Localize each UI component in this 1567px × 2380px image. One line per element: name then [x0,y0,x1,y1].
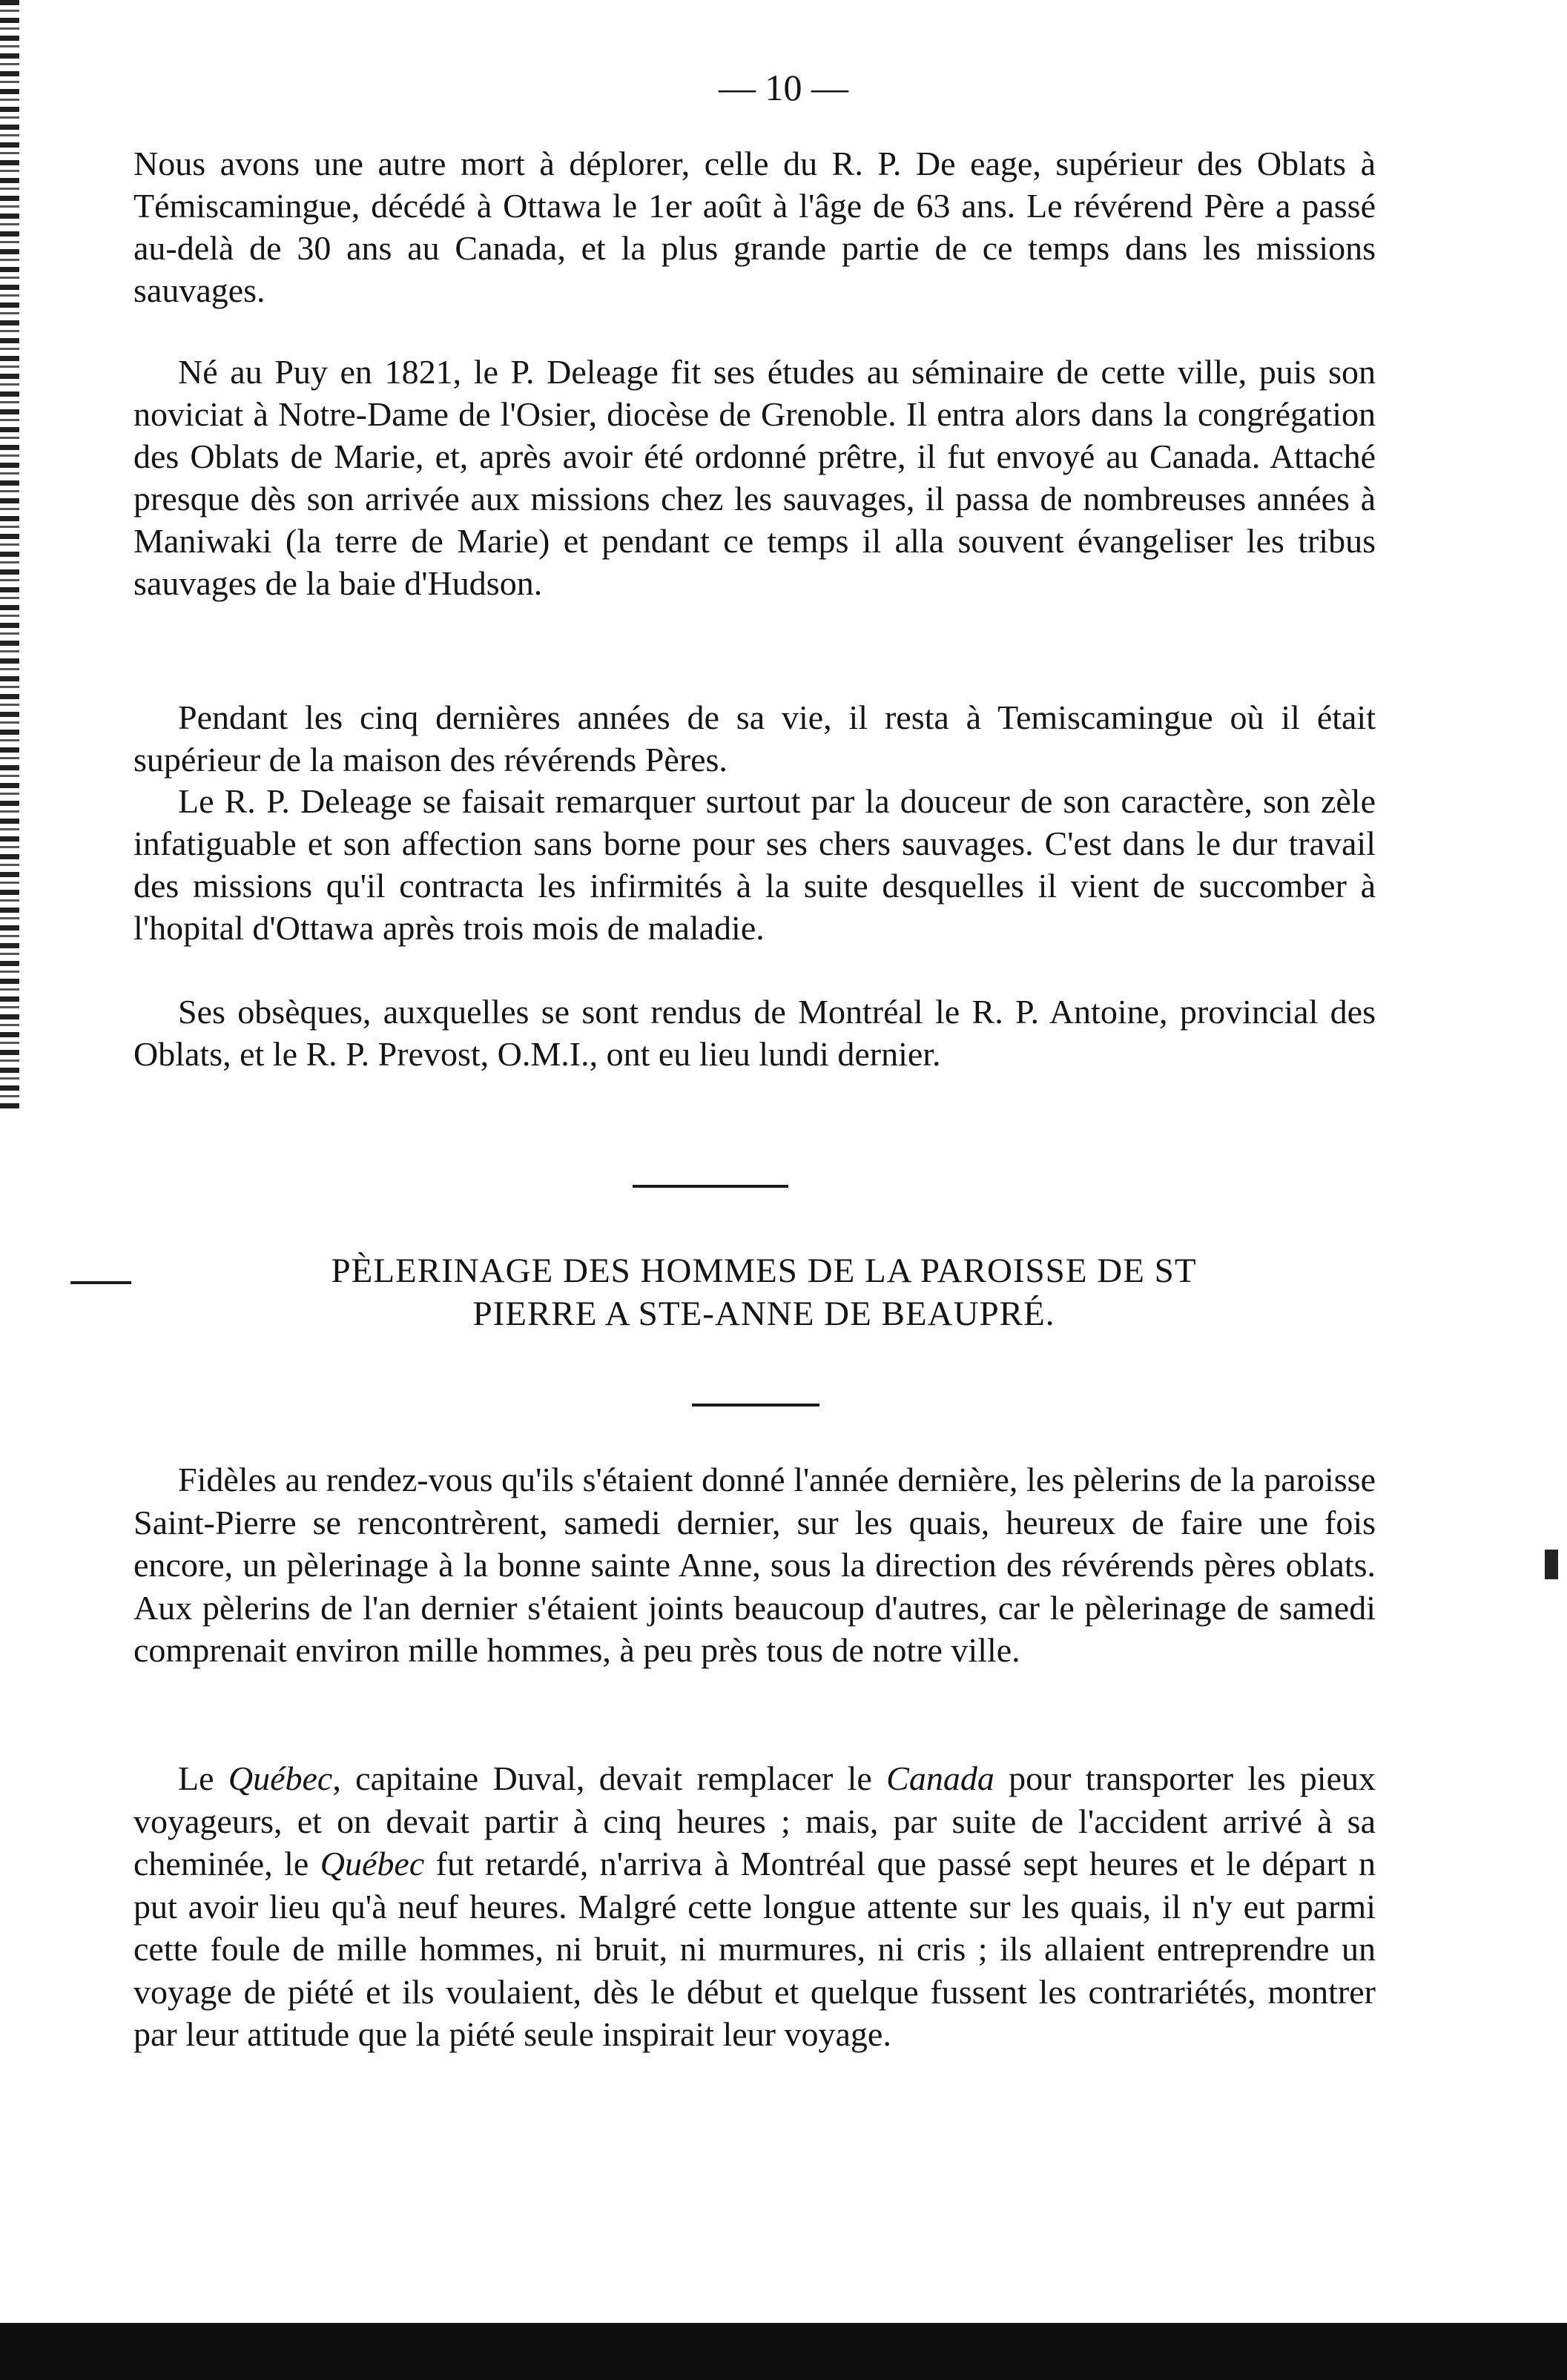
obituary-paragraph-1: Nous avons une autre mort à déplorer, celle du R. P. De eage, supérieur des Oblats à Témiscamingue, décédé à Ottawa le 1er août à l'âge de 63 ans. Le révérend Père a passé au-delà de 30 ans au Canada, et la plus grande partie de ce temps dans les missions sauvages. [133,145,1376,309]
pilgrimage-heading [141,1249,1387,1335]
obituary-paragraph-4: Le R. P. Deleage se faisait remarquer surtout par la douceur de son caractère, son zèle infatiguable et son affection sans borne pour ses chers sauvages. C'est dans le dur travail des missions qu'il contracta les infirmités à la suite desquelles il vient de succomber à l'hopital d'Ottawa après trois mois de maladie. [133,782,1376,947]
obituary-paragraph-2: Né au Puy en 1821, le P. Deleage fit ses études au séminaire de cette ville, puis son noviciat à Notre-Dame de l'Osier, diocèse de Grenoble. Il entra alors dans la congrégation des Oblats de Marie, et, après avoir été ordonné prêtre, il fut envoyé au Canada. Attaché presque dès son arrivée aux missions chez les sauvages, il passa de nombreuses années à Maniwaki (la terre de Marie) et pendant ce temps il alla souvent évangeliser les tribus sauvages de la baie d'Hudson. [133,353,1376,602]
obituary-paragraph-3: Pendant les cinq dernières années de sa vie, il resta à Temiscamingue où il était supérieur de la maison des révérends Pères. [133,698,1376,779]
paragraph-text: , capitaine Duval, devait remplacer le [332,1759,887,1797]
heading-divider [692,1404,819,1406]
paragraph-text: fut retardé, n'arriva à Montréal que passé sept heures et le départ n put avoir lieu qu'à neuf heures. Malgré cette longue attente sur les quais, il n'y eut parmi cette foule de mille hommes, ni bruit, ni murmures, ni cris ; ils allaient entreprendre un voyage de piété et ils voulaient, dès le début et quelque fussent les contrariétés, montrer par leur attitude que la piété seule inspirait leur voyage. [133,1845,1376,2053]
scan-bottom-border [0,2323,1567,2380]
ship-name-quebec: Québec [228,1759,333,1797]
paragraph-text: pour transporter les pieux voyageurs, et on devait partir à cinq heures ; mais, par suite de l'accident arrivé à sa cheminée, le [133,1759,1376,1882]
obituary-paragraph-5: Ses obsèques, auxquelles se sont rendus de Montréal le R. P. Antoine, provincial des Oblats, et le R. P. Prevost, O.M.I., ont eu lieu lundi dernier. [133,993,1376,1073]
pilgrimage-heading-line-1: PÈLERINAGE DES HOMMES DE LA PAROISSE DE ST [331,1252,1197,1290]
pilgrimage-heading-line-2: PIERRE A STE-ANNE DE BEAUPRÉ. [472,1295,1055,1333]
heading-dash-mark [70,1281,131,1284]
scan-left-edge [0,0,19,1112]
scan-margin-mark [1545,1550,1558,1579]
pilgrimage-paragraph-1: Fidèles au rendez-vous qu'ils s'étaient donné l'année dernière, les pèlerins de la paroisse Saint-Pierre se rencontrèrent, samedi dernier, sur les quais, heureux de faire une fois encore, un pèlerinage à la bonne sainte Anne, sous la direction des révérends pères oblats. Aux pèlerins de l'an dernier s'étaient joints beaucoup d'autres, car le pèlerinage de samedi comprenait environ mille hommes, à peu près tous de notre ville. [133,1461,1376,1669]
paragraph-text: Le [178,1759,228,1797]
pilgrimage-paragraph-2 [133,1757,1376,2141]
ship-name-quebec: Québec [320,1845,425,1882]
ship-name-canada: Canada [886,1759,994,1797]
section-divider [633,1185,788,1188]
page-number: — 10 — [719,67,848,108]
